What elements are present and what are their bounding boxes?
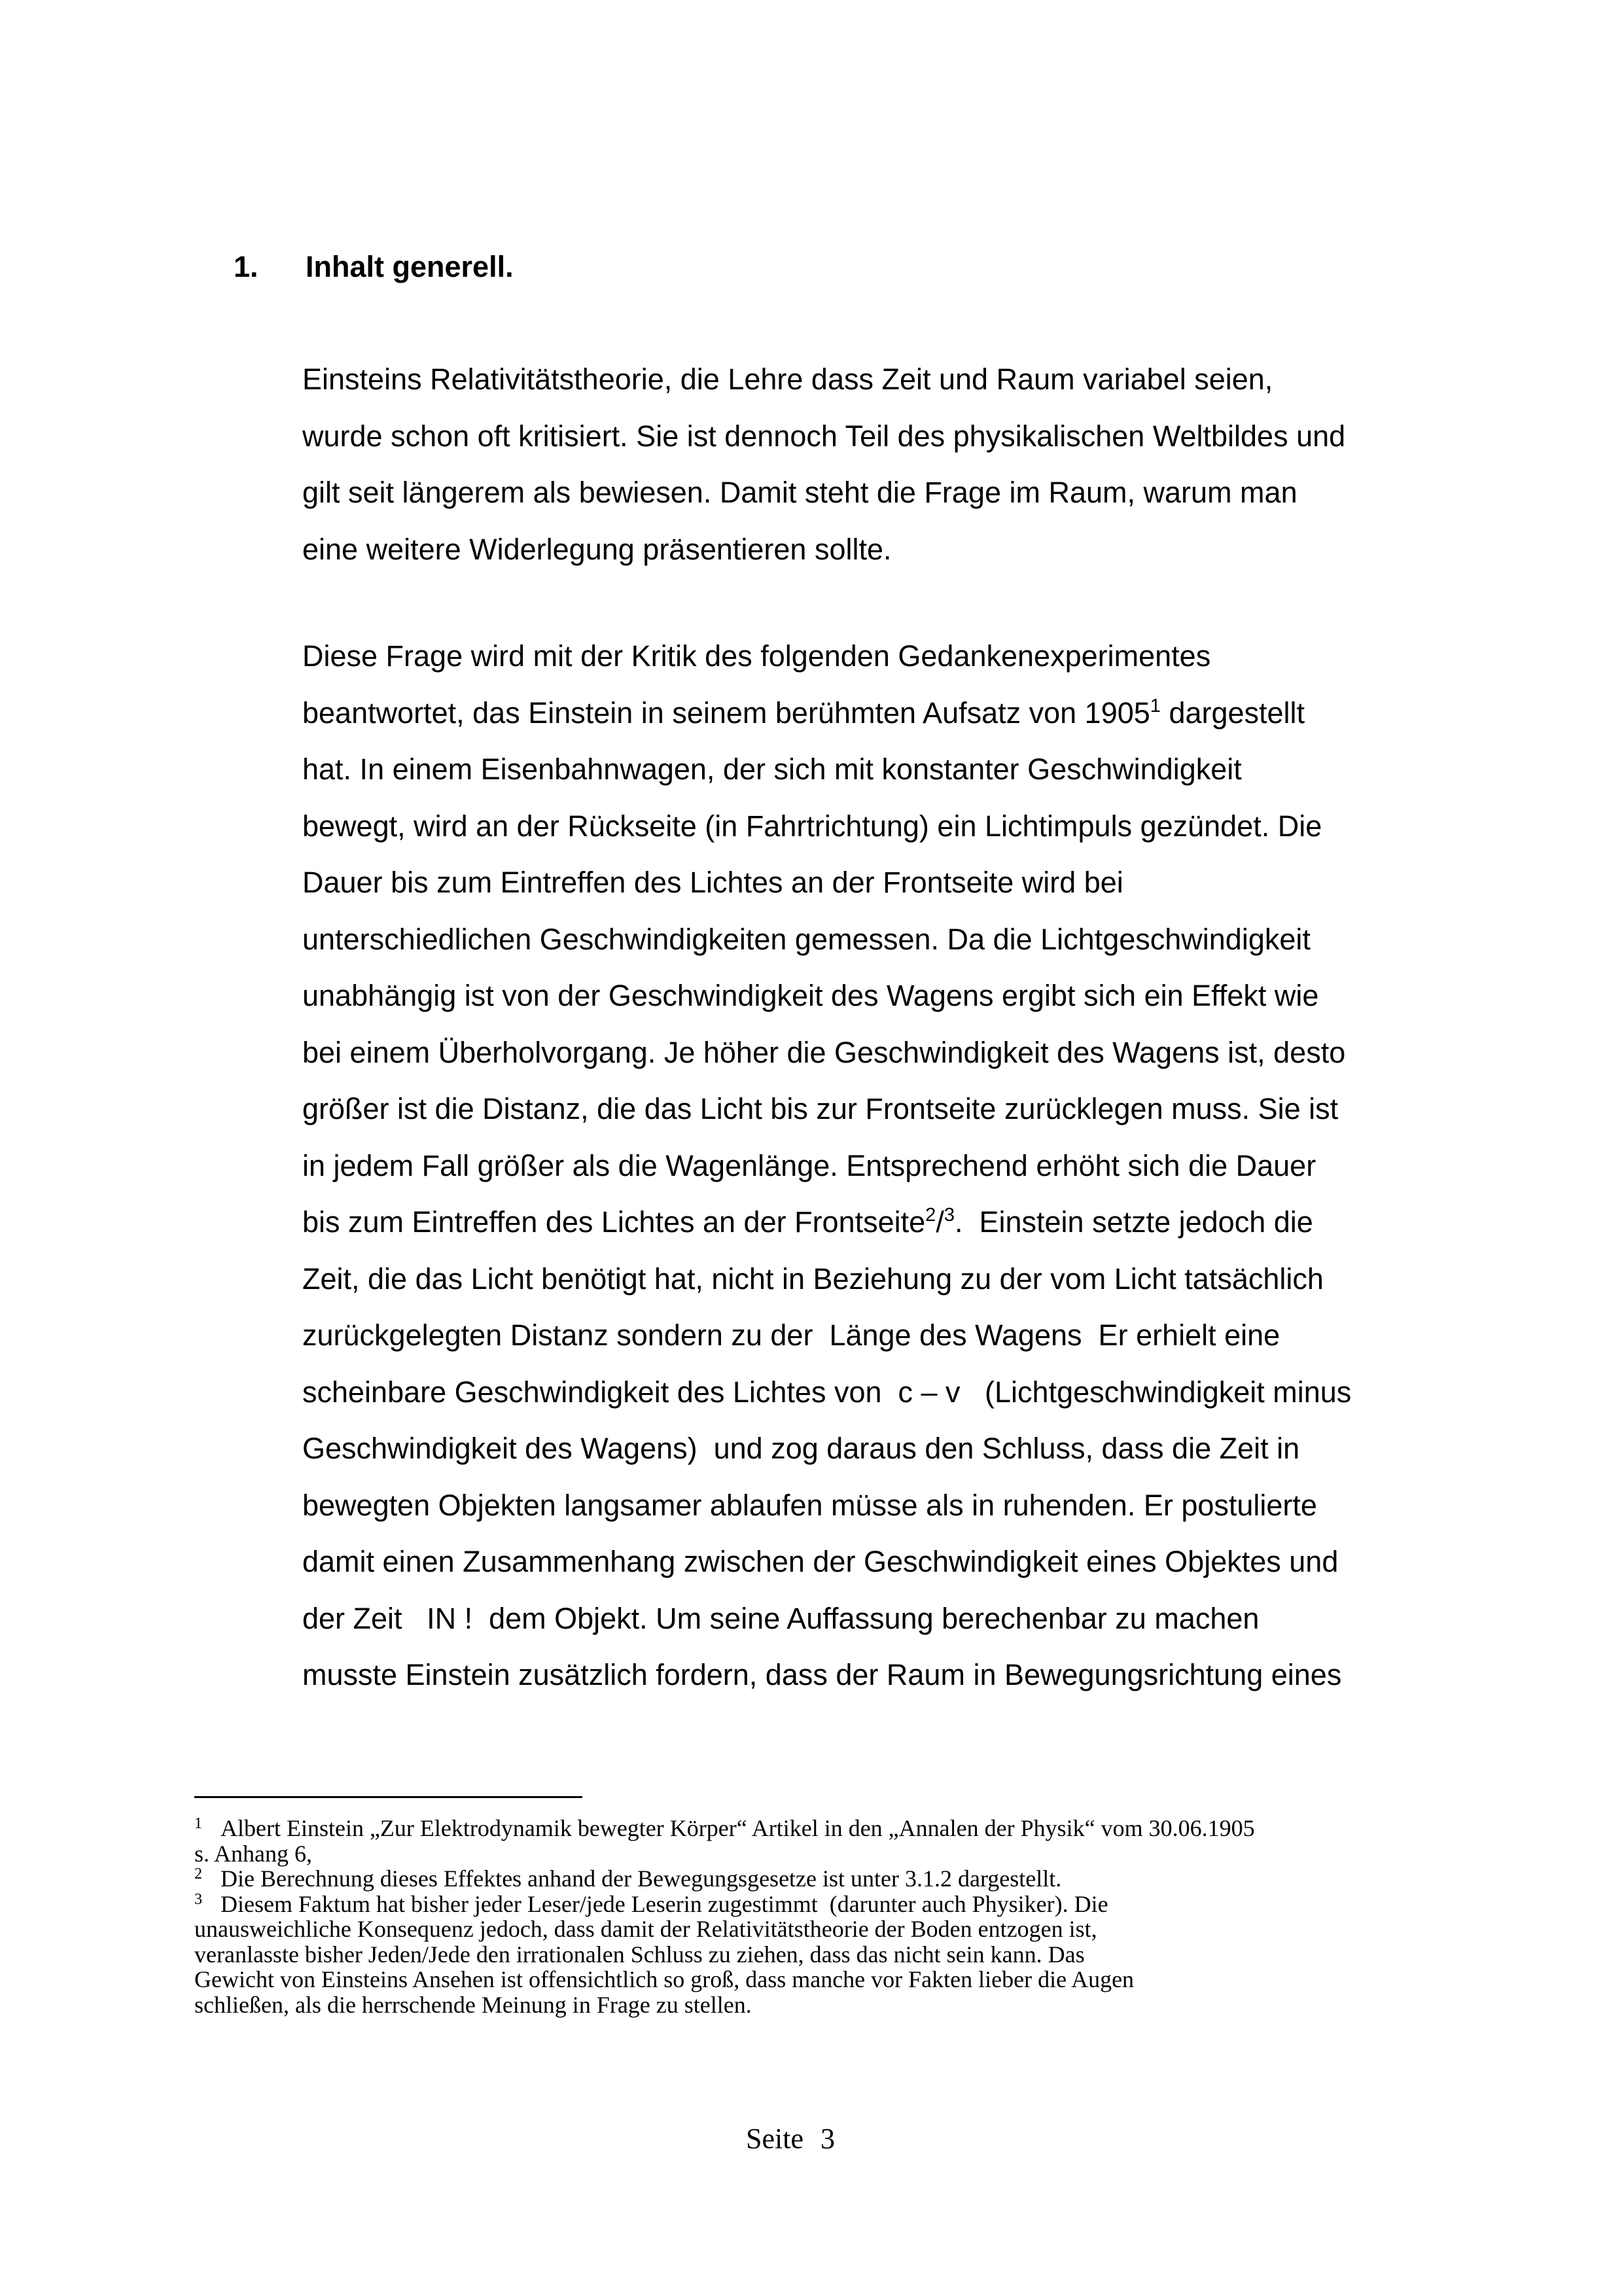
text-line: zurückgelegten Distanz sondern zu der Länge des Wagens Er erhielt eine [302, 1318, 1280, 1352]
paragraph-thought-experiment [302, 637, 1480, 1712]
footnote-text: Diesem Faktum hat bisher jeder Leser/jede Leserin zugestimmt (darunter auch Physiker). Die [221, 1890, 1108, 1917]
section-heading [234, 247, 514, 287]
text-line: damit einen Zusammenhang zwischen der Geschwindigkeit eines Objektes und [302, 1545, 1339, 1578]
text-line: scheinbare Geschwindigkeit des Lichtes von c – v (Lichtgeschwindigkeit minus [302, 1375, 1352, 1409]
text-line: gilt seit längerem als bewiesen. Damit steht die Frage im Raum, warum man [302, 476, 1297, 509]
text-line: Zeit, die das Licht benötigt hat, nicht in Beziehung zu der vom Licht tatsächlich [302, 1262, 1324, 1296]
text-line: bewegt, wird an der Rückseite (in Fahrtrichtung) ein Lichtimpuls gezündet. Die [302, 809, 1322, 843]
text-line: größer ist die Distanz, die das Licht bis zur Frontseite zurücklegen muss. Sie ist [302, 1092, 1339, 1125]
footnote-ref-2[interactable]: 2 [925, 1205, 936, 1226]
text-line: bewegten Objekten langsamer ablaufen müsse als in ruhenden. Er postulierte [302, 1488, 1317, 1522]
footnotes [194, 1816, 1470, 2017]
text-line: hat. In einem Eisenbahnwagen, der sich mit konstanter Geschwindigkeit [302, 752, 1242, 786]
text-line: in jedem Fall größer als die Wagenlänge. Entsprechend erhöht sich die Dauer [302, 1148, 1316, 1182]
text-line: Dauer bis zum Eintreffen des Lichtes an der Frontseite wird bei [302, 866, 1123, 899]
text-line: wurde schon oft kritisiert. Sie ist dennoch Teil des physikalischen Weltbildes und [302, 419, 1346, 453]
text-line: unabhängig ist von der Geschwindigkeit des Wagens ergibt sich ein Effekt wie [302, 979, 1319, 1012]
footnote-divider [194, 1796, 582, 1798]
footnote-2: 2 Die Berechnung dieses Effektes anhand der Bewegungsgesetze ist unter 3.1.2 dargestellt. [194, 1865, 1062, 1892]
paragraph-intro [302, 360, 1480, 586]
footnote-text: Albert Einstein „Zur Elektrodynamik bewegter Körper“ Artikel in den „Annalen der Physik“ vom 30.06.1905 [221, 1815, 1255, 1841]
footnote-ref-3[interactable]: 3 [944, 1205, 955, 1226]
text-line: der Zeit IN ! dem Objekt. Um seine Auffassung berechenbar zu machen [302, 1601, 1260, 1635]
footnote-3-continued: unausweichliche Konsequenz jedoch, dass damit der Relativitätstheorie der Boden entzogen ist, [194, 1916, 1097, 1942]
footnote-1-continued: s. Anhang 6, [194, 1840, 312, 1867]
text-line: Geschwindigkeit des Wagens) und zog daraus den Schluss, dass die Zeit in [302, 1432, 1300, 1465]
page-label: Seite [746, 2123, 803, 2155]
page-value: 3 [820, 2123, 835, 2155]
section-number: 1. [234, 250, 258, 283]
text-segment: dargestellt [1160, 696, 1305, 730]
footnote-ref-1[interactable]: 1 [1150, 695, 1161, 716]
text-line: Einsteins Relativitätstheorie, die Lehre dass Zeit und Raum variabel seien, [302, 362, 1273, 396]
text-line: bei einem Überholvorgang. Je höher die Geschwindigkeit des Wagens ist, desto [302, 1035, 1346, 1069]
text-segment: . Einstein setzte jedoch die [954, 1205, 1313, 1239]
footnote-3: 3 Diesem Faktum hat bisher jeder Leser/jede Leserin zugestimmt (darunter auch Physiker). Die [194, 1890, 1108, 1917]
text-line: Diese Frage wird mit der Kritik des folgenden Gedankenexperimentes [302, 639, 1211, 673]
footnote-3-continued: Gewicht von Einsteins Ansehen ist offensichtlich so groß, dass manche vor Fakten lieber die Augen [194, 1966, 1135, 1992]
text-line [302, 1203, 1480, 1260]
page-number [746, 2122, 835, 2155]
text-line: eine weitere Widerlegung präsentieren sollte. [302, 532, 892, 566]
ref-separator: / [936, 1205, 944, 1239]
text-segment: beantwortet, das Einstein in seinem berühmten Aufsatz von 1905 [302, 696, 1150, 730]
footnote-text: Die Berechnung dieses Effektes anhand der Bewegungsgesetze ist unter 3.1.2 dargestellt. [221, 1865, 1062, 1892]
text-line: musste Einstein zusätzlich fordern, dass der Raum in Bewegungsrichtung eines [302, 1658, 1342, 1691]
footnote-3-continued: schließen, als die herrschende Meinung in Frage zu stellen. [194, 1991, 752, 2018]
footnote-3-continued: veranlasste bisher Jeden/Jede den irrationalen Schluss zu ziehen, dass das nicht sein kann. Das [194, 1941, 1085, 1968]
footnote-1: 1 Albert Einstein „Zur Elektrodynamik bewegter Körper“ Artikel in den „Annalen der Physik“ vom 30.06.1905 [194, 1815, 1255, 1841]
text-segment: bis zum Eintreffen des Lichtes an der Frontseite [302, 1205, 926, 1239]
text-line: unterschiedlichen Geschwindigkeiten gemessen. Da die Lichtgeschwindigkeit [302, 922, 1311, 956]
text-line [302, 694, 1480, 751]
section-title: Inhalt generell. [306, 250, 514, 283]
